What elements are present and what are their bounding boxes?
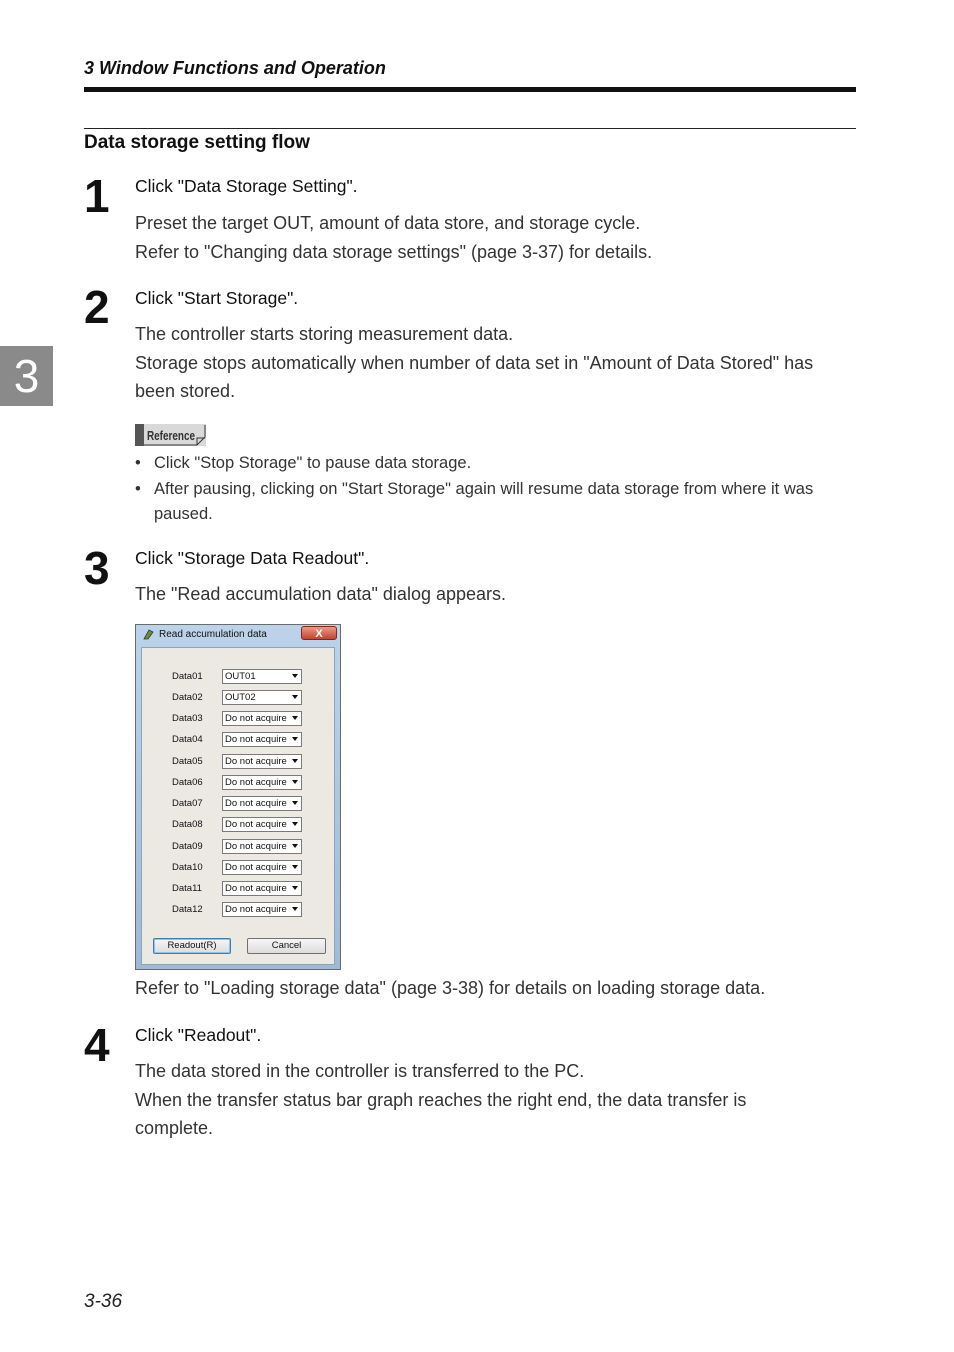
reference-icon [135, 424, 206, 446]
data-row [172, 796, 332, 812]
step-body [135, 209, 855, 266]
data-label: Data02 [172, 692, 203, 703]
data-row [172, 839, 332, 855]
step-body-line: Preset the target OUT, amount of data store, and storage cycle. [135, 213, 641, 233]
data-select[interactable] [222, 754, 302, 769]
dialog-title-bar [136, 625, 340, 645]
chevron-down-icon [292, 907, 298, 911]
select-value: Do not acquire [225, 777, 287, 788]
chevron-down-icon [292, 844, 298, 848]
select-value: Do not acquire [225, 713, 287, 724]
select-value: OUT02 [225, 692, 256, 703]
data-select[interactable] [222, 775, 302, 790]
chevron-down-icon [292, 780, 298, 784]
data-row [172, 732, 332, 748]
chevron-down-icon [292, 886, 298, 890]
chevron-down-icon [292, 865, 298, 869]
cancel-button[interactable]: Cancel [247, 938, 326, 954]
read-accumulation-dialog [135, 624, 341, 970]
step-body [135, 580, 855, 609]
data-row [172, 817, 332, 833]
chevron-down-icon [292, 674, 298, 678]
select-value: Do not acquire [225, 819, 287, 830]
data-select[interactable] [222, 711, 302, 726]
data-label: Data01 [172, 671, 203, 682]
data-row [172, 669, 332, 685]
data-select[interactable] [222, 796, 302, 811]
data-row [172, 690, 332, 706]
data-select[interactable] [222, 690, 302, 705]
data-row [172, 902, 332, 918]
data-select[interactable] [222, 839, 302, 854]
data-label: Data04 [172, 734, 203, 745]
data-label: Data09 [172, 841, 203, 852]
select-value: OUT01 [225, 671, 256, 682]
data-label: Data03 [172, 713, 203, 724]
data-label: Data05 [172, 756, 203, 767]
section-rule [84, 128, 856, 129]
data-select[interactable] [222, 669, 302, 684]
reference-label: Reference [147, 428, 195, 443]
select-value: Do not acquire [225, 904, 287, 915]
step-body-line: Storage stops automatically when number of data set in "Amount of Data Stored" has been stored. [135, 352, 814, 401]
select-value: Do not acquire [225, 798, 287, 809]
data-select[interactable] [222, 860, 302, 875]
data-row [172, 775, 332, 791]
step-body [135, 320, 840, 406]
select-value: Do not acquire [225, 734, 287, 745]
chevron-down-icon [292, 737, 298, 741]
close-button[interactable]: X [301, 626, 337, 640]
step-body [135, 1057, 825, 1143]
step-note: Refer to "Loading storage data" (page 3-38) for details on loading storage data. [135, 978, 766, 998]
chevron-down-icon [292, 759, 298, 763]
chapter-header: 3 Window Functions and Operation [84, 58, 386, 78]
data-select[interactable] [222, 817, 302, 832]
step-number: 1 [84, 170, 110, 222]
step-number: 2 [84, 281, 110, 333]
step-title: Click "Data Storage Setting". [135, 176, 358, 196]
data-row [172, 711, 332, 727]
step-number: 3 [84, 542, 110, 594]
step-number: 4 [84, 1019, 110, 1071]
dialog-client-area [141, 647, 335, 965]
data-label: Data10 [172, 862, 203, 873]
data-label: Data06 [172, 777, 203, 788]
section-title: Data storage setting flow [84, 132, 310, 153]
step-body-line: Refer to "Changing data storage settings" (page 3-37) for details. [135, 241, 653, 262]
step-body-line: When the transfer status bar graph reaches the right end, the data transfer is complete. [135, 1089, 747, 1138]
app-icon [143, 629, 154, 640]
step-body-line: The "Read accumulation data" dialog appears. [135, 584, 507, 604]
data-row [172, 754, 332, 770]
step-title: Click "Storage Data Readout". [135, 548, 370, 568]
step-body-line: The data stored in the controller is transferred to the PC. [135, 1061, 585, 1081]
select-value: Do not acquire [225, 841, 287, 852]
select-value: Do not acquire [225, 883, 287, 894]
data-label: Data08 [172, 819, 203, 830]
select-value: Do not acquire [225, 862, 287, 873]
data-select[interactable] [222, 732, 302, 747]
readout-button[interactable]: Readout(R) [153, 938, 231, 954]
data-row [172, 860, 332, 876]
dialog-title: Read accumulation data [159, 629, 267, 640]
data-label: Data07 [172, 798, 203, 809]
data-select[interactable] [222, 902, 302, 917]
header-rule [84, 87, 856, 92]
chevron-down-icon [292, 801, 298, 805]
step-title: Click "Readout". [135, 1025, 262, 1045]
chapter-tab: 3 [0, 346, 53, 406]
list-item: • After pausing, clicking on "Start Storage" again will resume data storage from where it was paused. [135, 477, 855, 528]
chevron-down-icon [292, 695, 298, 699]
page-number: 3-36 [84, 1291, 123, 1312]
step-body-line: The controller starts storing measurement data. [135, 324, 514, 344]
data-row [172, 881, 332, 897]
select-value: Do not acquire [225, 756, 287, 767]
step-title: Click "Start Storage". [135, 288, 299, 308]
reference-list [135, 451, 855, 528]
chevron-down-icon [292, 716, 298, 720]
chevron-down-icon [292, 822, 298, 826]
data-label: Data11 [172, 883, 202, 894]
data-select[interactable] [222, 881, 302, 896]
list-item: • Click "Stop Storage" to pause data storage. [135, 451, 855, 477]
data-label: Data12 [172, 904, 203, 915]
